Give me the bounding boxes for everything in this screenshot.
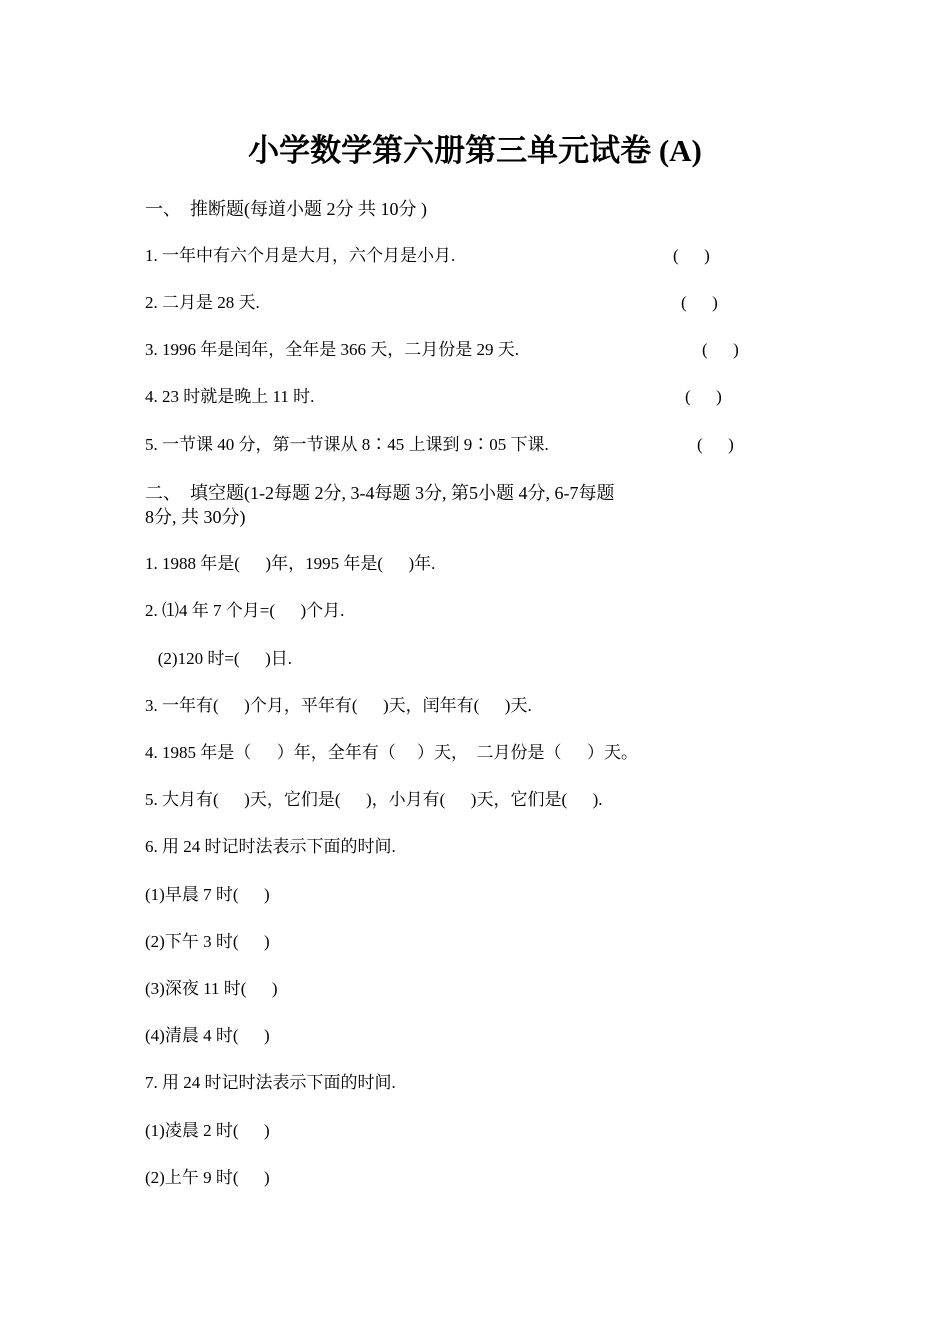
judge-item-2: 2. 二月是 28 天. (145, 293, 260, 312)
fill-item-3: 3. 一年有( )个月，平年有( )天，闰年有( )天. (145, 696, 532, 715)
section-2-heading-line-1: 二、 填空题(1-2每题 2分, 3-4每题 3分, 第5小题 4分, 6-7每题 (145, 483, 615, 503)
judge-item-2-answer-paren[interactable]: ( ) (681, 293, 718, 312)
judge-item-3: 3. 1996 年是闰年，全年是 366 天，二月份是 29 天. (145, 340, 519, 359)
fill-item-2-1: 2. ⑴4 年 7 个月=( )个月. (145, 601, 345, 620)
judge-item-5: 5. 一节课 40 分，第一节课从 8∶45 上课到 9∶05 下课. (145, 435, 549, 454)
judge-item-5-answer-paren[interactable]: ( ) (697, 435, 734, 454)
section-2-heading-line-2: 8分, 共 30分) (145, 507, 246, 527)
judge-item-1-answer-paren[interactable]: ( ) (673, 246, 710, 265)
fill-item-7-2: (2)上午 9 时( ) (145, 1168, 270, 1187)
section-1-heading: 一、 推断题(每道小题 2分 共 10分 ) (145, 199, 427, 219)
judge-item-3-answer-paren[interactable]: ( ) (702, 340, 739, 359)
fill-item-6-3: (3)深夜 11 时( ) (145, 979, 278, 998)
fill-item-6-4: (4)清晨 4 时( ) (145, 1026, 270, 1045)
fill-item-7: 7. 用 24 时记时法表示下面的时间. (145, 1073, 396, 1092)
judge-item-4-answer-paren[interactable]: ( ) (685, 387, 722, 406)
fill-item-4: 4. 1985 年是（ ）年，全年有（ ）天， 二月份是（ ）天。 (145, 743, 638, 762)
judge-item-1: 1. 一年中有六个月是大月，六个月是小月. (145, 246, 456, 265)
fill-item-6-1: (1)早晨 7 时( ) (145, 885, 270, 904)
fill-item-6: 6. 用 24 时记时法表示下面的时间. (145, 837, 396, 856)
fill-item-6-2: (2)下午 3 时( ) (145, 932, 270, 951)
fill-item-7-1: (1)凌晨 2 时( ) (145, 1121, 270, 1140)
fill-item-1: 1. 1988 年是( )年，1995 年是( )年. (145, 554, 436, 573)
judge-item-4: 4. 23 时就是晚上 11 时. (145, 387, 315, 406)
fill-item-2-2: (2)120 时=( )日. (145, 649, 292, 668)
page-title: 小学数学第六册第三单元试卷 (A) (248, 133, 702, 168)
fill-item-5: 5. 大月有( )天，它们是( )，小月有( )天，它们是( ). (145, 790, 603, 809)
